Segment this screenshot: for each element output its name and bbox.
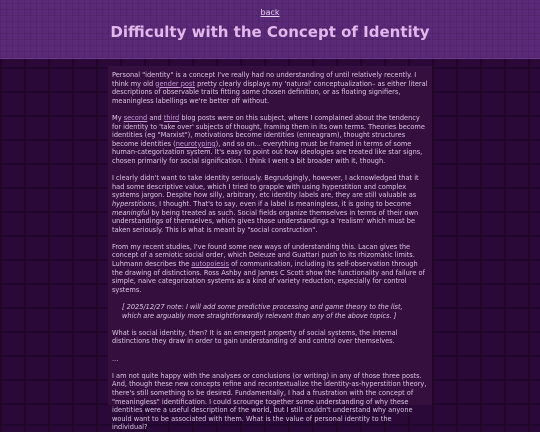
paragraph-text: My xyxy=(112,113,124,122)
paragraph-text: From my recent studies, I've found some new ways of understanding this. Lacan gives the concept of a semiotic social order, which Deleuze and Guattari push to its rhizomatic limits. Luhmann describes the xyxy=(112,242,415,269)
neurotyping-link[interactable]: neurotyping xyxy=(175,139,216,148)
paragraph-4 xyxy=(112,243,428,295)
gender-post-link[interactable]: gender post xyxy=(155,79,195,88)
paragraph-text: pretty clearly displays my 'natural' conceptualization– as either literal descriptions of observable traits fitting some chosen definition, or as floating signifiers, meaningless labellings we're better off without. xyxy=(112,79,428,105)
second-post-link[interactable]: second xyxy=(123,113,148,122)
paragraph-text: of communication, including its self-observation through the drawing of distinctions. Ross Ashby and James C Scott show the functionality and failure of simple, naive categorization systems as a kind of variety reduction, especially for control systems. xyxy=(112,260,425,294)
paragraph-text: Personal "identity" is a concept I've really had no understanding of until relatively recently. I think my old xyxy=(112,71,417,88)
paragraph-text: blog posts were on this subject, where I complained about the tendency for identity to 'take over' subjects of thought, framing them in its own terms. Theories become identities (eg "Marxist"), motivations become identities (enneagram), thought structures become identities ( xyxy=(112,113,425,148)
paragraph-text: ), and so on... everything must be framed in terms of some human-categorization system. It's easy to point out how ideologies are treated like star signs, chosen primarily for social signification. I think I went a bit broader with it, though. xyxy=(112,139,423,165)
ellipsis-separator: ... xyxy=(112,354,119,363)
emphasis-meaningful: meaningful xyxy=(112,208,150,217)
third-post-link[interactable]: third xyxy=(163,113,180,122)
article-body xyxy=(108,66,432,432)
paragraph-5: What is social identity, then? It is an emergent property of social systems, the internal distinctions they draw in order to gain understanding of and control over themselves. xyxy=(112,328,398,346)
paragraph-text: I clearly didn't want to take identity seriously. Begrudgingly, however, I acknowledged that it had some descriptive value, which I tried to grapple with using hyperstition and complex systems jargon. Despite how silly, arbitrary, etc identity labels are, they are still valuable as xyxy=(112,174,419,200)
paragraph-6: I am not quite happy with the analyses or conclusions (or writing) in any of those three posts. And, though these new concepts refine and recontextualize the identity-as-hyperstition theory, there's still something to be desired. Fundamentally, I had a frustration with the concept of "meaningless" identification. I could scrounge together some understanding of why these identities were a useful description of the world, but I still couldn't understand why anyone would want to be associated with them. What is the value of personal identity to the individual? xyxy=(112,371,427,432)
emphasis-hyperstitions: hyperstitions xyxy=(112,199,155,208)
paragraph-text: by being treated as such. Social fields organize themselves in terms of their own understandings of themselves, which gives those understandings a 'realism' which must be taken seriously. This is what is meant by "social construction". xyxy=(112,208,419,234)
paragraph-2 xyxy=(112,114,428,166)
back-link[interactable]: back xyxy=(260,8,280,17)
page-title: Difficulty with the Concept of Identity xyxy=(110,23,430,41)
paragraph-text: , I thought. That's to say, even if a label is meaningless, it is going to become xyxy=(154,199,412,208)
editor-note: [ 2025/12/27 note: I will add some predictive processing and game theory to the list, which are arguably more straightforwardly relevant than any of the above topics. ] xyxy=(122,303,403,320)
paragraph-1 xyxy=(112,71,428,105)
header-banner xyxy=(0,0,540,59)
paragraph-text: and xyxy=(147,113,164,122)
paragraph-3 xyxy=(112,174,428,234)
autopoiesis-link[interactable]: autopoiesis xyxy=(191,260,230,269)
